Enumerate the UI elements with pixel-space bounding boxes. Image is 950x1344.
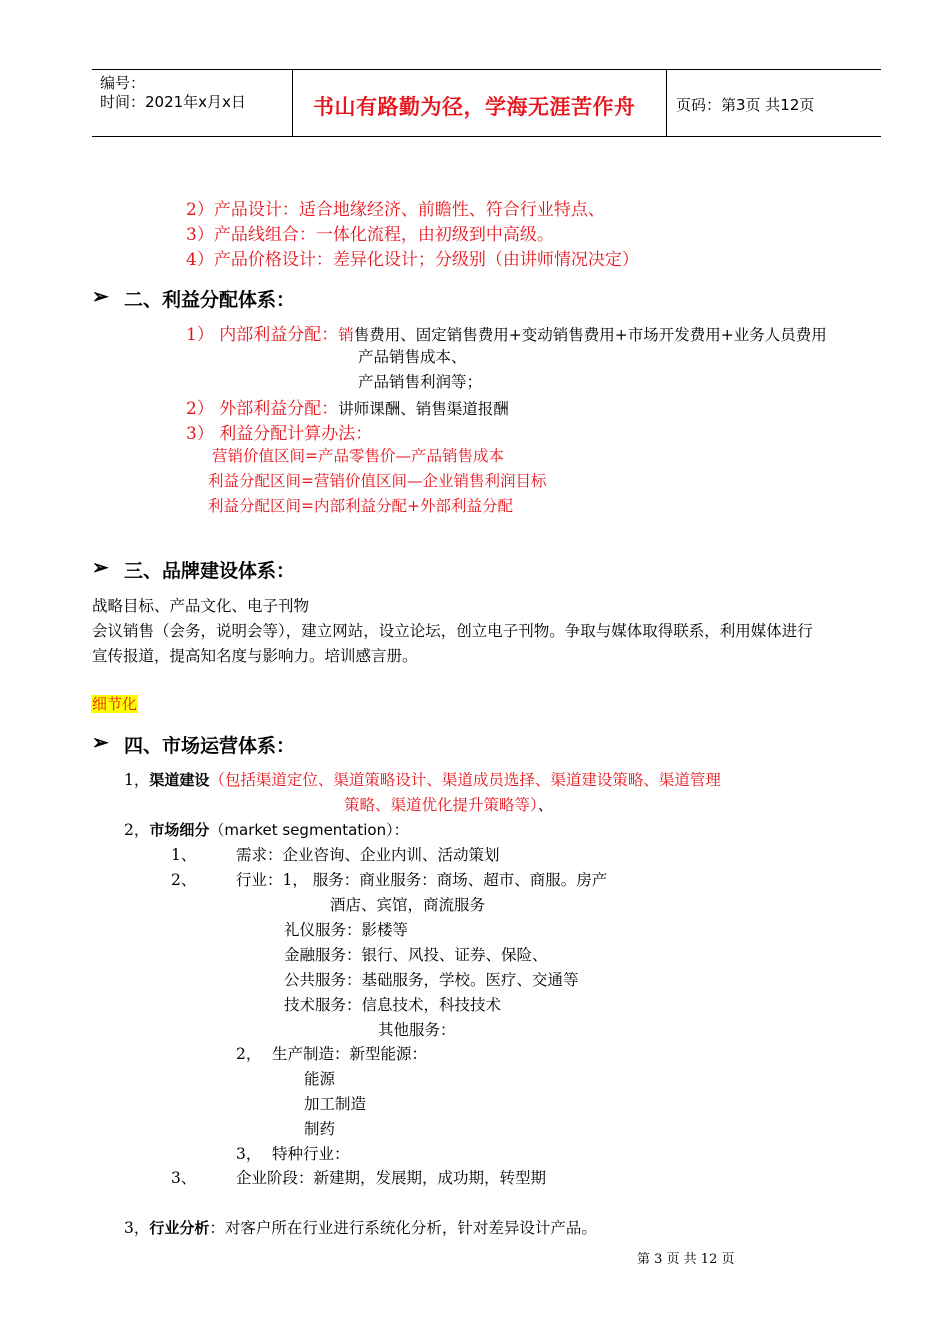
profit-calc-label: 3） 利益分配计算办法： — [186, 424, 373, 444]
channel-build-num: 1， — [124, 771, 150, 789]
channel-build-row-2 — [344, 793, 553, 815]
internal-profit-first-char: 销 — [338, 326, 354, 344]
channel-build-detail-2: 策略、渠道优化提升策略等） — [344, 796, 538, 814]
highlight-text: 细节化 — [92, 695, 138, 713]
service-tech: 技术服务：信息技术，科技技术 — [284, 996, 502, 1014]
industry-analysis-num: 3， — [124, 1219, 150, 1237]
header-time-label: 时间：2021年x月x日 — [100, 93, 246, 111]
brand-line-3: 宣传报道，提高知名度与影响力。培训感言册。 — [92, 647, 418, 665]
mfg-processing: 加工制造 — [304, 1095, 367, 1113]
industry-text-2: 酒店、宾馆，商流服务 — [330, 896, 486, 914]
market-segment-num: 2， — [124, 821, 150, 839]
header-bottom-rule — [92, 136, 881, 137]
external-profit-label: 2） 外部利益分配： — [186, 399, 339, 419]
industry-text: 行业：1， 服务：商业服务：商场、超市、商服。房产 — [236, 871, 608, 889]
section3-heading: 三、品牌建设体系： — [124, 560, 296, 582]
channel-build-label: 渠道建设 — [149, 771, 210, 789]
channel-build-tail: 、 — [537, 796, 554, 814]
formula-1: 营销价值区间=产品零售价—产品销售成本 — [212, 447, 504, 465]
service-finance: 金融服务：银行、风投、证券、保险、 — [284, 946, 548, 964]
brand-line-1: 战略目标、产品文化、电子刊物 — [92, 597, 310, 615]
stage-text: 企业阶段：新建期，发展期，成功期，转型期 — [236, 1169, 547, 1187]
industry-num: 2、 — [171, 871, 197, 889]
header-motto: 书山有路勤为径，学海无涯苦作舟 — [313, 94, 636, 119]
manufacturing-text: 生产制造：新型能源： — [272, 1045, 428, 1063]
mfg-energy: 能源 — [304, 1070, 336, 1088]
market-segment-row — [124, 818, 409, 840]
header-page-info: 页码：第3页 共12页 — [676, 96, 815, 114]
manufacturing-num: 2， — [236, 1045, 262, 1063]
formula-3: 利益分配区间=内部利益分配+外部利益分配 — [208, 497, 513, 515]
internal-profit-profit: 产品销售利润等； — [358, 373, 483, 391]
header-number-label: 编号： — [100, 74, 146, 92]
section-arrow-icon: ➢ — [92, 730, 109, 754]
internal-profit-text: 售费用、固定销售费用+变动销售费用+市场开发费用+业务人员费用 — [353, 326, 827, 344]
page-footer: 第 3 页 共 12 页 — [637, 1252, 735, 1267]
formula-2: 利益分配区间=营销价值区间—企业销售利润目标 — [208, 472, 547, 490]
product-price-item: 4）产品价格设计：差异化设计；分级别（由讲师情况决定） — [186, 250, 639, 270]
service-public: 公共服务：基础服务，学校。医疗、交通等 — [284, 971, 579, 989]
special-industry-num: 3， — [236, 1145, 262, 1163]
internal-profit-label: 1） 内部利益分配： — [186, 325, 339, 345]
internal-profit-row — [186, 320, 827, 345]
header-divider-left — [292, 69, 293, 136]
service-other: 其他服务： — [378, 1021, 456, 1039]
channel-build-row — [124, 768, 721, 790]
industry-analysis-label: 行业分析 — [149, 1219, 210, 1237]
industry-analysis-row — [124, 1216, 597, 1238]
market-segment-en: （market segmentation）： — [209, 821, 409, 839]
service-etiquette: 礼仪服务：影楼等 — [284, 921, 409, 939]
product-design-item: 2）产品设计：适合地缘经济、前瞻性、符合行业特点、 — [186, 200, 605, 220]
internal-profit-cost: 产品销售成本、 — [358, 348, 467, 366]
header-divider-right — [666, 69, 667, 136]
section4-heading: 四、市场运营体系： — [124, 735, 296, 757]
special-industry-text: 特种行业： — [272, 1145, 350, 1163]
header-top-rule — [92, 69, 881, 70]
detail-highlight-note — [91, 693, 138, 714]
demand-text: 需求：企业咨询、企业内训、活动策划 — [236, 846, 500, 864]
stage-num: 3、 — [171, 1169, 197, 1187]
channel-build-detail: （包括渠道定位、渠道策略设计、渠道成员选择、渠道建设策略、渠道管理 — [209, 771, 721, 789]
section2-heading: 二、利益分配体系： — [124, 289, 296, 311]
section-arrow-icon: ➢ — [92, 284, 109, 308]
brand-line-2: 会议销售（会务，说明会等），建立网站，设立论坛，创立电子刊物。争取与媒体取得联系，利用媒体进行 — [92, 622, 813, 640]
mfg-pharma: 制药 — [304, 1120, 336, 1138]
market-segment-label: 市场细分 — [149, 821, 210, 839]
external-profit-row — [186, 394, 509, 419]
section-arrow-icon: ➢ — [92, 555, 109, 579]
external-profit-text: 讲师课酬、销售渠道报酬 — [338, 400, 509, 418]
product-line-item: 3）产品线组合：一体化流程，由初级到中高级。 — [186, 225, 554, 245]
industry-analysis-text: ：对客户所在行业进行系统化分析，针对差异设计产品。 — [209, 1219, 597, 1237]
demand-num: 1、 — [171, 846, 197, 864]
